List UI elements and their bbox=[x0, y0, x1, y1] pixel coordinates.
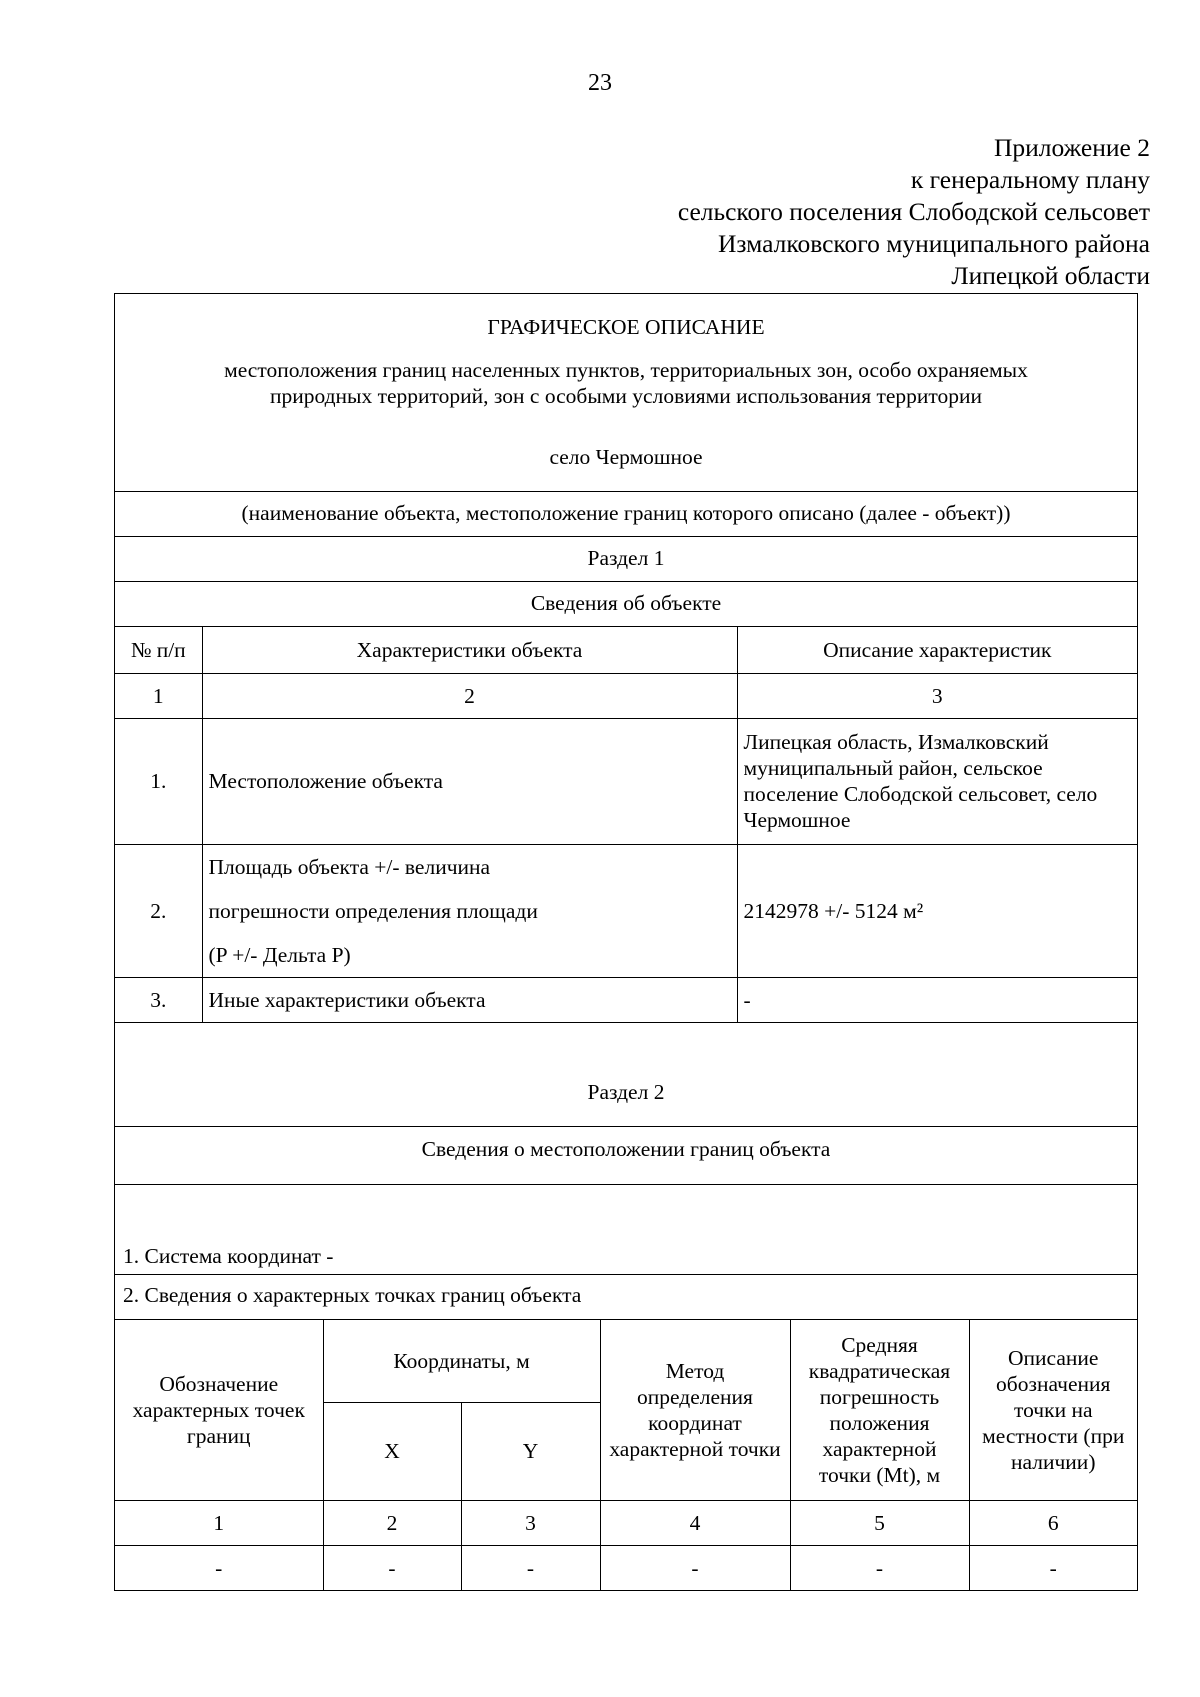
appendix-line: Измалковского муниципального района bbox=[718, 229, 1150, 258]
table-cell: - bbox=[115, 1545, 323, 1590]
characteristic-name-line: Площадь объекта +/- величина bbox=[208, 854, 491, 879]
characteristic-value: Липецкая область, Измалковский муниципальный район, сельское поселение Слободской сельсовет, село Чермошное bbox=[737, 718, 1137, 844]
appendix-line: к генеральному плану bbox=[910, 165, 1150, 194]
characteristic-name-line: погрешности определения площади bbox=[208, 898, 538, 923]
column-header: № п/п bbox=[115, 627, 202, 673]
row-number: 1. bbox=[115, 718, 202, 844]
appendix-line: Липецкой области bbox=[951, 261, 1150, 290]
form-subtitle bbox=[115, 357, 1137, 409]
points-title: 2. Сведения о характерных точках границ объекта bbox=[115, 1275, 1137, 1320]
table-cell: - bbox=[600, 1545, 790, 1590]
column-number: 3 bbox=[737, 673, 1137, 718]
column-header: Метод определения координат характерной точки bbox=[600, 1320, 790, 1500]
table-row bbox=[115, 844, 1137, 977]
table-row bbox=[115, 977, 1137, 1022]
table-header-row bbox=[115, 1320, 1137, 1402]
column-header: Координаты, м bbox=[323, 1320, 600, 1402]
column-number-row bbox=[115, 1500, 1137, 1545]
form-title: ГРАФИЧЕСКОЕ ОПИСАНИЕ bbox=[487, 315, 765, 339]
section2-title: Раздел 2 bbox=[115, 1023, 1137, 1127]
characteristic-name: Иные характеристики объекта bbox=[202, 977, 737, 1022]
characteristic-value: 2142978 +/- 5124 м² bbox=[737, 844, 1137, 977]
section2-subtitle: Сведения о местоположении границ объекта bbox=[115, 1127, 1137, 1185]
column-header: Характеристики объекта bbox=[202, 627, 737, 673]
column-number: 2 bbox=[323, 1500, 461, 1545]
characteristic-name-line: (P +/- Дельта P) bbox=[208, 942, 351, 967]
characteristic-value: - bbox=[737, 977, 1137, 1022]
column-number: 3 bbox=[461, 1500, 600, 1545]
appendix-line: сельского поселения Слободской сельсовет bbox=[677, 197, 1150, 226]
column-header: Описание обозначения точки на местности (при наличии) bbox=[969, 1320, 1137, 1500]
table-cell: - bbox=[790, 1545, 969, 1590]
table-row bbox=[115, 718, 1137, 844]
column-header: X bbox=[323, 1402, 461, 1500]
object-name: село Чермошное bbox=[549, 445, 703, 469]
table-header-row bbox=[115, 627, 1137, 673]
appendix-line: Приложение 2 bbox=[994, 133, 1150, 162]
column-header: Описание характеристик bbox=[737, 627, 1137, 673]
column-number-row bbox=[115, 673, 1137, 718]
row-number: 3. bbox=[115, 977, 202, 1022]
appendix-heading bbox=[678, 132, 1150, 292]
column-header: Y bbox=[461, 1402, 600, 1500]
form-header bbox=[115, 294, 1137, 492]
table-row bbox=[115, 1545, 1137, 1590]
column-header: Обозначение характерных точек границ bbox=[115, 1320, 323, 1500]
form-subtitle-line: природных территорий, зон с особыми условиями использования территории bbox=[269, 384, 983, 408]
column-number: 4 bbox=[600, 1500, 790, 1545]
points-table bbox=[115, 1320, 1137, 1590]
column-number: 1 bbox=[115, 1500, 323, 1545]
description-form bbox=[114, 293, 1138, 1591]
points-table-wrap bbox=[115, 1320, 1137, 1590]
column-number: 2 bbox=[202, 673, 737, 718]
row-number: 2. bbox=[115, 844, 202, 977]
section1-subtitle: Сведения об объекте bbox=[115, 582, 1137, 627]
column-header: Средняя квадратическая погрешность положения характерной точки (Mt), м bbox=[790, 1320, 969, 1500]
table-cell: - bbox=[323, 1545, 461, 1590]
characteristic-name bbox=[202, 844, 737, 977]
coordinate-system: 1. Система координат - bbox=[115, 1185, 1137, 1275]
object-info-table bbox=[115, 627, 1137, 1022]
page-number: 23 bbox=[588, 70, 612, 96]
column-number: 1 bbox=[115, 673, 202, 718]
characteristic-name: Местоположение объекта bbox=[202, 718, 737, 844]
column-number: 5 bbox=[790, 1500, 969, 1545]
object-info-table-wrap bbox=[115, 627, 1137, 1023]
table-cell: - bbox=[969, 1545, 1137, 1590]
form-subtitle-line: местоположения границ населенных пунктов, территориальных зон, особо охраняемых bbox=[224, 358, 1028, 382]
table-cell: - bbox=[461, 1545, 600, 1590]
section1-title: Раздел 1 bbox=[115, 537, 1137, 582]
object-caption: (наименование объекта, местоположение границ которого описано (далее - объект)) bbox=[115, 492, 1137, 537]
column-number: 6 bbox=[969, 1500, 1137, 1545]
